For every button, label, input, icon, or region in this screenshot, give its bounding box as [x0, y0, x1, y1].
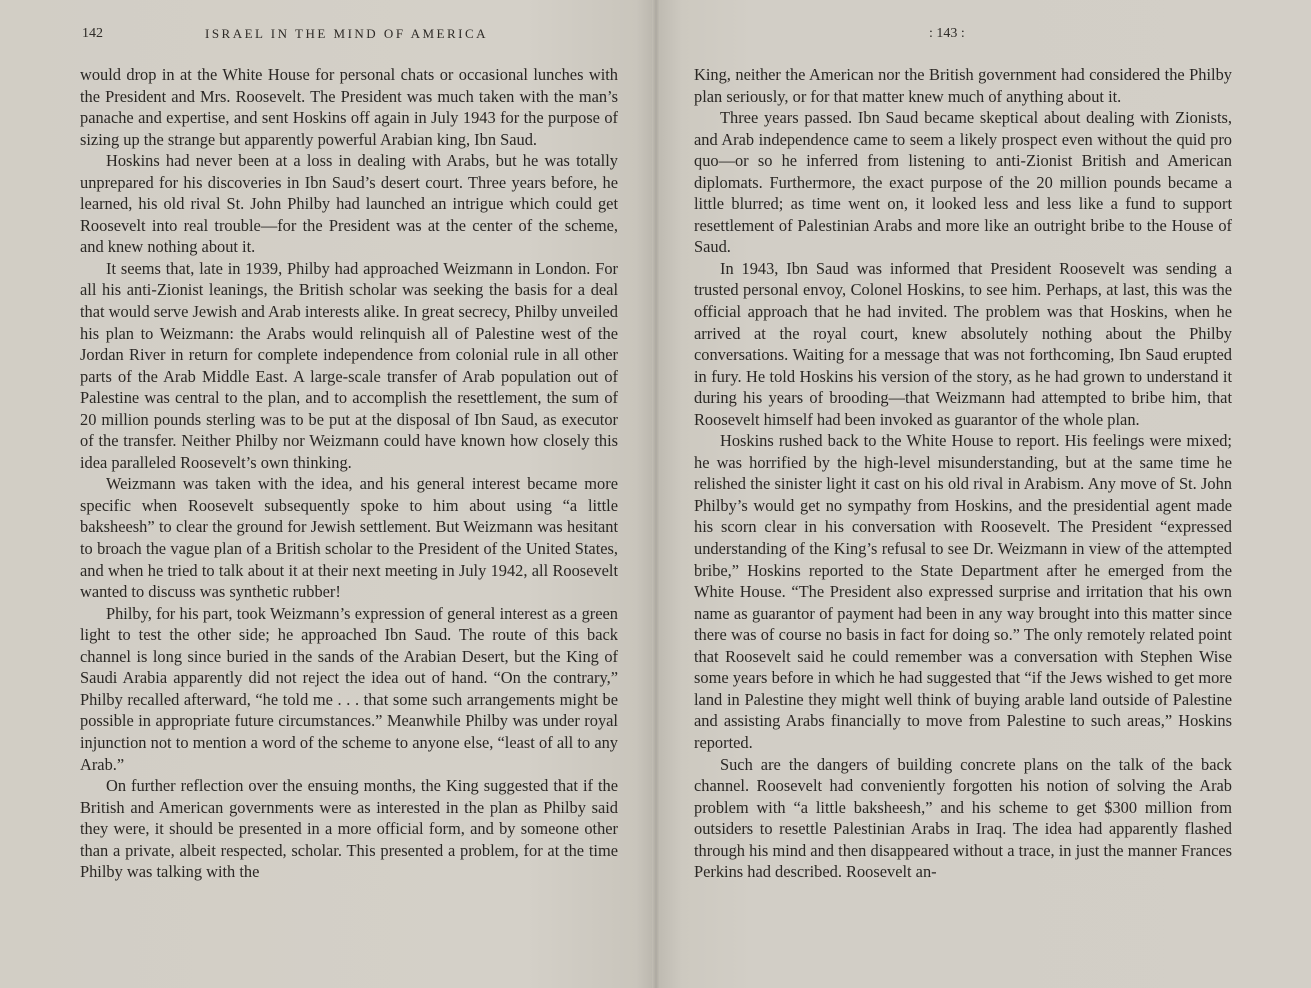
- page-number-right: : 143 :: [929, 26, 965, 41]
- right-page-text: [694, 64, 1232, 883]
- book-gutter: [652, 0, 660, 988]
- paragraph: King, neither the American nor the British government had considered the Philby plan seriously, or for that matter knew much of anything about it.: [694, 65, 1232, 106]
- paragraph: would drop in at the White House for personal chats or occasional lunches with the President and Mrs. Roosevelt. The President was much taken with the man’s panache and expertise, and sent Hoskins off again in July 1943 for the purpose of sizing up the strange but apparently powerful Arabian king, Ibn Saud.: [80, 65, 618, 149]
- left-page-header: [82, 26, 622, 46]
- right-page-header: [656, 26, 1311, 46]
- right-page: [656, 0, 1311, 988]
- running-head: ISRAEL IN THE MIND OF AMERICA: [205, 26, 489, 41]
- paragraph: Hoskins rushed back to the White House to report. His feelings were mixed; he was horrified by the high-level misunderstanding, but at the same time he relished the sinister light it cast on his old rival in Arabism. Any move of St. John Philby’s would get no sympathy from Hoskins, and the presidential agent made his scorn clear in his conversation with Roosevelt. The President “expressed understanding of the King’s refusal to see Dr. Weizmann in view of the attempted bribe,” Hoskins reported to the State Department after he emerged from the White House. “The President also expressed surprise and irritation that his own name as guarantor of payment had been in any way brought into this matter since there was of course no basis in fact for doing so.” The only remotely related point that Roosevelt said he could remember was a conversation with Stephen Wise some years before in which he had suggested that “if the Jews wished to get more land in Palestine they might well think of buying arable land outside of Palestine and assisting Arabs financially to move from Palestine to such areas,” Hoskins reported.: [694, 431, 1232, 752]
- paragraph: Philby, for his part, took Weizmann’s expression of general interest as a green light to test the other side; he approached Ibn Saud. The route of this back channel is long since buried in the sands of the Arabian Desert, but the King of Saudi Arabia apparently did not reject the idea out of hand. “On the contrary,” Philby recalled afterward, “he told me . . . that some such arrangements might be possible in appropriate future circumstances.” Meanwhile Philby was under royal injunction not to mention a word of the scheme to anyone else, “least of all to any Arab.”: [80, 603, 618, 774]
- paragraph: It seems that, late in 1939, Philby had approached Weizmann in London. For all his anti-Zionist leanings, the British scholar was seeking the basis for a deal that would serve Jewish and Arab interests alike. In great secrecy, Philby unveiled his plan to Weizmann: the Arabs would relinquish all of Palestine west of the Jordan River in return for complete independence from colonial rule in all other parts of the Arab Middle East. A large-scale transfer of Arab population out of Palestine was central to the plan, and to accomplish the resettlement, the sum of 20 million pounds sterling was to be put at the disposal of Ibn Saud, as executor of the transfer. Neither Philby nor Weizmann could have known how closely this idea paralleled Roosevelt’s own thinking.: [80, 258, 618, 472]
- page-number-left: 142: [82, 26, 103, 41]
- paragraph: Three years passed. Ibn Saud became skeptical about dealing with Zionists, and Arab independence came to seem a likely prospect even without the quid pro quo—or so he inferred from listening to anti-Zionist British and American diplomats. Furthermore, the exact purpose of the 20 million pounds became a little blurred; as time went on, it looked less and less like a fund to support resettlement of Palestinian Arabs and more like an outright bribe to the House of Saud.: [694, 108, 1232, 257]
- paragraph: Hoskins had never been at a loss in dealing with Arabs, but he was totally unprepared for his discoveries in Ibn Saud’s desert court. Three years before, he learned, his old rival St. John Philby had launched an intrigue which could get Roosevelt into real trouble—for the President was at the center of the scheme, and knew nothing about it.: [80, 151, 618, 257]
- paragraph: In 1943, Ibn Saud was informed that President Roosevelt was sending a trusted personal envoy, Colonel Hoskins, to see him. Perhaps, at last, this was the official approach that he had invited. The problem was that Hoskins, when he arrived at the royal court, knew absolutely nothing about the Philby conversations. Waiting for a message that was not forthcoming, Ibn Saud erupted in fury. He told Hoskins his version of the story, as he had grown to understand it during his years of brooding—that Weizmann had attempted to bribe him, that Roosevelt himself had been invoked as guarantor of the whole plan.: [694, 258, 1232, 429]
- paragraph: Weizmann was taken with the idea, and his general interest became more specific when Roosevelt subsequently spoke to him about using “a little baksheesh” to clear the ground for Jewish settlement. But Weizmann was hesitant to broach the vague plan of a British scholar to the President of the United States, and when he tried to talk about it at their next meeting in July 1942, all Roosevelt wanted to discuss was synthetic rubber!: [80, 474, 618, 602]
- left-page-text: [80, 64, 618, 883]
- paragraph: Such are the dangers of building concrete plans on the talk of the back channel. Roosevelt had conveniently forgotten his notion of solving the Arab problem with “a little baksheesh,” and his scheme to get $300 million from outsiders to resettle Palestinian Arabs in Iraq. The idea had apparently flashed through his mind and then disappeared without a trace, in just the manner Frances Perkins had described. Roosevelt an-: [694, 754, 1232, 882]
- paragraph: On further reflection over the ensuing months, the King suggested that if the British and American governments were as interested in the plan as Philby said they were, it should be presented in a more official form, and by someone other than a private, albeit respected, scholar. This presented a problem, for at the time Philby was talking with the: [80, 776, 618, 882]
